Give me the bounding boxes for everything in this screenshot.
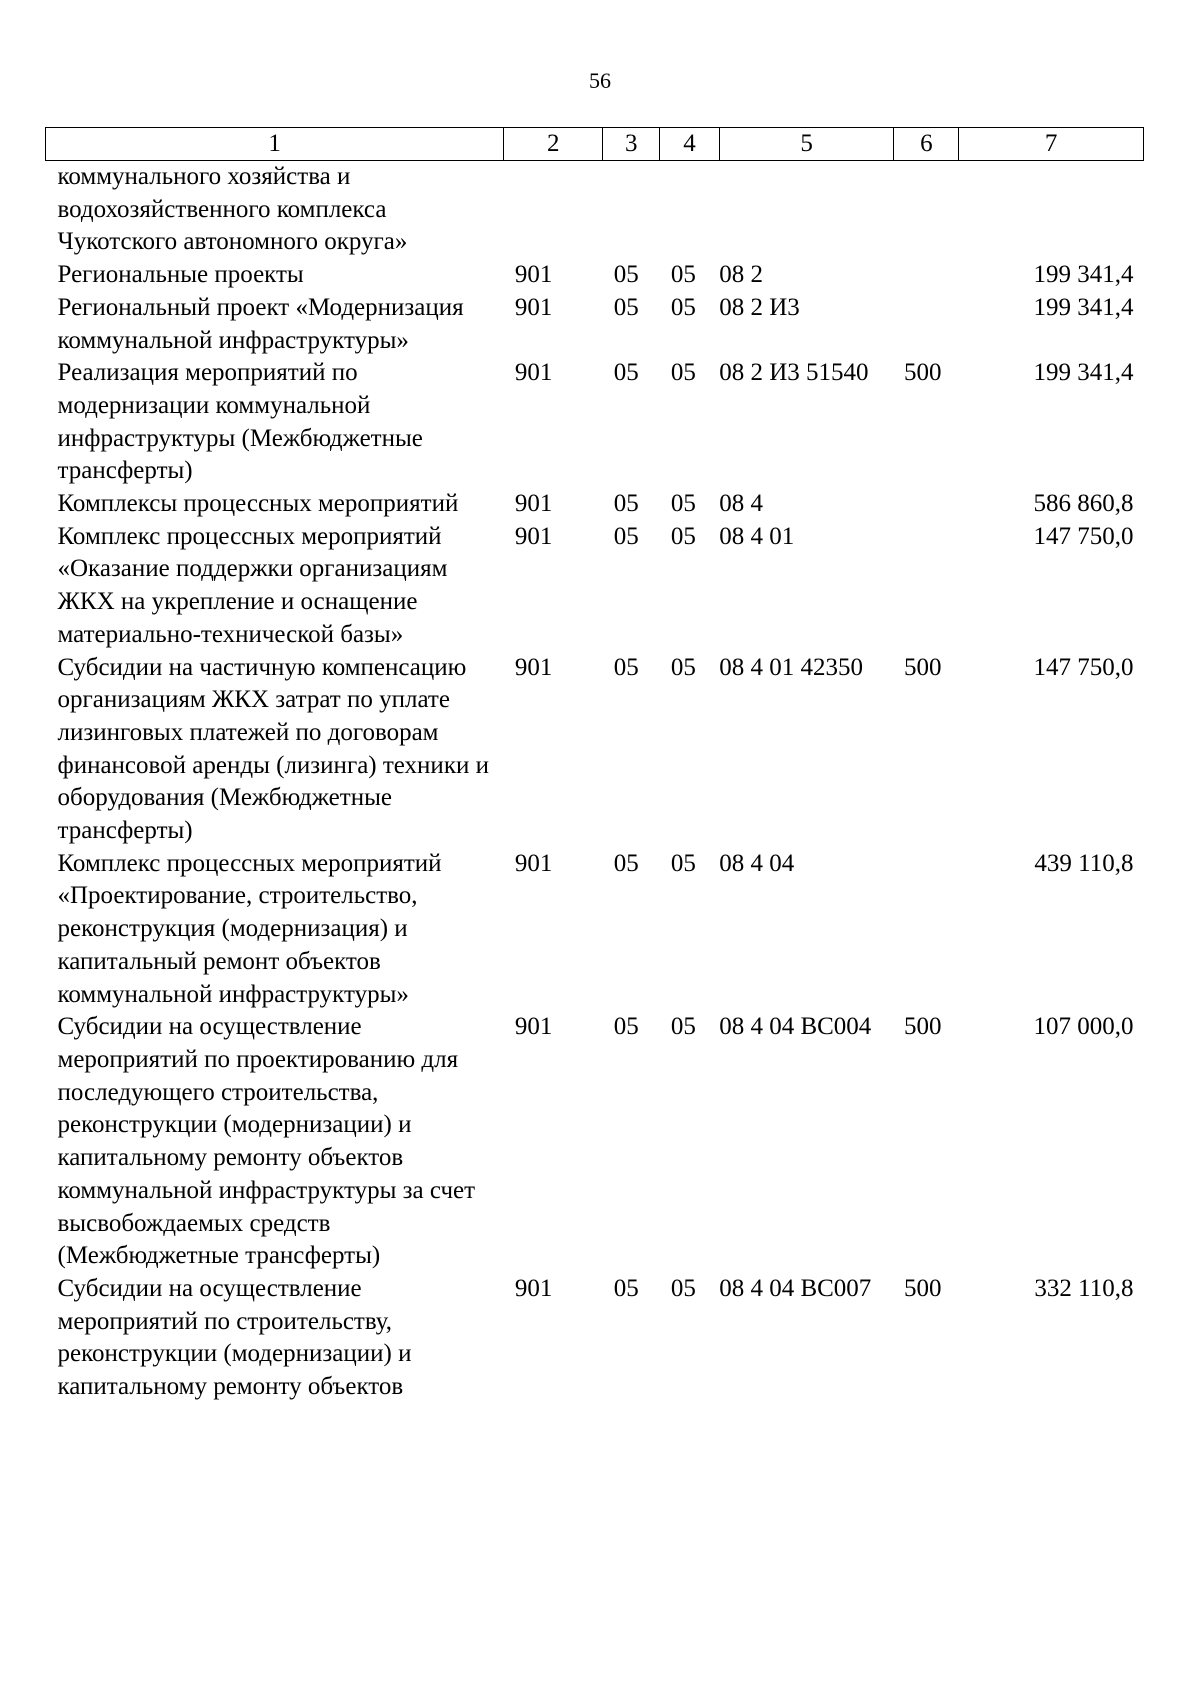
row-expense-type [894,161,959,260]
row-amount: 147 750,0 [1033,522,1134,550]
row-target-article [719,161,894,260]
row-subsection-code: 05 [670,490,696,518]
column-header-4: 4 [660,128,719,161]
row-target-article: 08 4 04 [719,849,795,877]
row-subsection-code: 05 [670,1013,696,1041]
row-amount: 199 341,4 [1033,261,1134,289]
table-row [46,357,1144,488]
row-grbs-code: 901 [514,1274,553,1302]
row-grbs-code: 901 [514,359,553,387]
row-grbs-code: 901 [514,261,553,289]
row-target-article: 08 2 И3 [719,293,800,321]
row-name: Региональный проект «Модернизация коммунальной инфраструктуры» [57,293,464,354]
row-name: Региональные проекты [57,261,304,289]
row-section-code: 05 [613,261,639,289]
row-grbs-code: 901 [514,490,553,518]
row-name: Субсидии на осуществление мероприятий по строительству, реконструкции (модернизации) и капитальному ремонту объектов [57,1274,412,1401]
row-section-code: 05 [613,849,639,877]
table-body [46,161,1144,1404]
column-header-7: 7 [959,128,1144,161]
row-subsection-code: 05 [670,849,696,877]
row-amount: 586 860,8 [1033,490,1134,518]
row-target-article: 08 4 01 [719,522,795,550]
table-row [46,292,1144,357]
row-name: Комплекс процессных мероприятий «Оказание поддержки организациям ЖКХ на укрепление и оснащение материально-технической базы» [57,522,448,648]
row-grbs-code [504,161,603,260]
row-grbs-code: 901 [514,522,553,550]
table-row [46,1273,1144,1404]
table-row [46,488,1144,521]
column-header-6: 6 [894,128,959,161]
column-header-3: 3 [603,128,660,161]
row-section-code: 05 [613,490,639,518]
row-target-article: 08 4 04 ВС004 [719,1013,872,1041]
row-target-article: 08 4 04 ВС007 [719,1274,872,1302]
row-grbs-code: 901 [514,849,553,877]
table-row [46,161,1144,260]
table-row [46,652,1144,848]
row-expense-type: 500 [903,1013,942,1041]
row-amount: 439 110,8 [1034,849,1134,877]
row-grbs-code: 901 [514,293,553,321]
row-section-code: 05 [613,653,639,681]
row-name: коммунального хозяйства и водохозяйственного комплекса Чукотского автономного округа» [57,163,408,256]
column-header-5: 5 [719,128,894,161]
column-header-1: 1 [46,128,504,161]
row-target-article: 08 2 И3 51540 [719,359,869,387]
row-section-code: 05 [613,1274,639,1302]
table-row [46,259,1144,292]
row-subsection-code: 05 [670,261,696,289]
row-amount: 332 110,8 [1034,1274,1134,1302]
row-name: Комплексы процессных мероприятий [57,490,459,518]
row-target-article: 08 2 [719,261,763,289]
row-amount: 199 341,4 [1033,359,1134,387]
row-name: Субсидии на осуществление мероприятий по проектированию для последующего строительства, реконструкции (модернизации) и капитальному ремонту объектов коммунальной инфраструктуры за счет высвобождаемых средств (Межбюджетные трансферты) [57,1013,476,1270]
table-row [46,521,1144,652]
row-name: Субсидии на частичную компенсацию организациям ЖКХ затрат по уплате лизинговых платежей по договорам финансовой аренды (лизинга) техники и оборудования (Межбюджетные трансферты) [57,653,489,845]
row-expense-type [894,259,959,292]
row-expense-type [894,848,959,1012]
row-subsection-code: 05 [670,359,696,387]
table-row [46,1011,1144,1273]
page-number: 56 [589,68,611,93]
row-subsection-code: 05 [670,1274,696,1302]
row-expense-type [894,521,959,652]
row-section-code: 05 [613,359,639,387]
row-target-article: 08 4 01 42350 [719,653,863,681]
row-section-code: 05 [613,522,639,550]
row-section-code: 05 [613,1013,639,1041]
row-name: Комплекс процессных мероприятий «Проектирование, строительство, реконструкция (модернизация) и капитальный ремонт объектов коммунальной инфраструктуры» [57,849,442,1008]
budget-table [45,127,1144,1404]
row-amount: 199 341,4 [1033,293,1134,321]
row-expense-type [894,488,959,521]
row-section-code: 05 [613,293,639,321]
row-amount: 107 000,0 [1033,1013,1134,1041]
row-subsection-code: 05 [670,522,696,550]
row-subsection-code [660,161,719,260]
column-header-2: 2 [504,128,603,161]
row-expense-type: 500 [903,359,942,387]
row-grbs-code: 901 [514,1013,553,1041]
row-grbs-code: 901 [514,653,553,681]
row-expense-type: 500 [903,653,942,681]
row-amount [959,161,1144,260]
table-row [46,848,1144,1012]
row-target-article: 08 4 [719,490,763,518]
row-expense-type [894,292,959,357]
row-amount: 147 750,0 [1033,653,1134,681]
row-name: Реализация мероприятий по модернизации коммунальной инфраструктуры (Межбюджетные трансферты) [57,359,423,485]
row-subsection-code: 05 [670,653,696,681]
row-section-code [603,161,660,260]
table-header-row [46,128,1144,161]
row-subsection-code: 05 [670,293,696,321]
row-expense-type: 500 [903,1274,942,1302]
